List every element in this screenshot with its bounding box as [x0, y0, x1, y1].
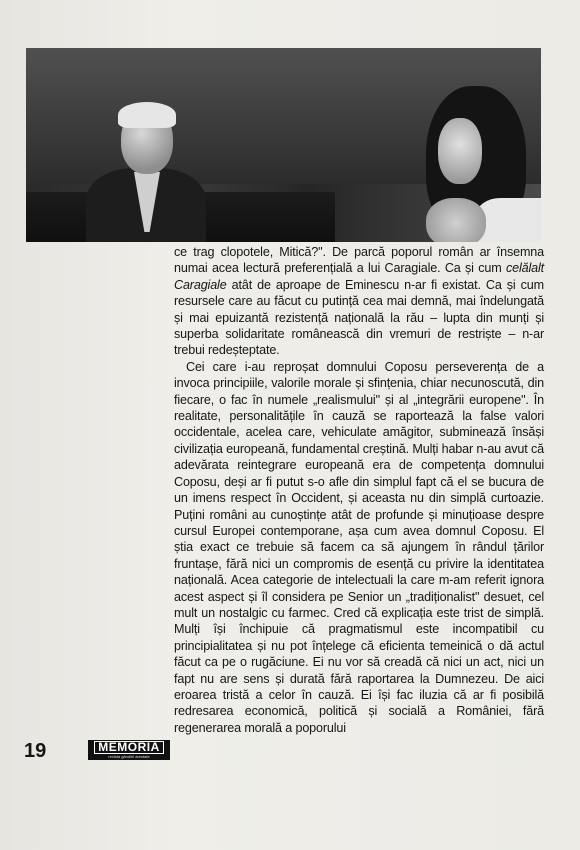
page-number: 19	[24, 740, 47, 762]
article-paragraph: ce trag clopotele, Mitică?". De parcă poporul român ar însemna numai acea lectură preferențială a lui Caragiale. Ca și cum celălalt Caragiale atât de aproape de Eminescu n-ar fi existat. Ca și cum resursele care au făcut cu putință cea mai demnă, mai îndelungată și mai epuizantă rezistență națională la rău – lupta din munți și superba solidaritate românească din vremuri de restriște – n-ar trebui redeșteptate.	[174, 245, 544, 358]
magazine-logo	[88, 740, 170, 760]
logo-text: MEMORIA	[94, 741, 164, 754]
article-photo	[26, 48, 541, 242]
logo-tagline: revista gândirii arestate	[108, 754, 150, 759]
bleed-through-ghost-text	[22, 242, 172, 702]
bleed-through-text	[360, 0, 580, 50]
article-paragraph: Cei care i-au reproșat domnului Coposu perseverența de a invoca principiile, valorile morale și sfințenia, chiar necunoscută, din fiecare, o fac în numele „realismului" și al „integrării europene". În realitate, personalitățile în cauză se raportează la false valori occidentale, acelea care, vehiculate amăgitor, subminează însăși civilizația europeană, fundamental creștină. Mulți habar n-au avut că adevărata reintegrare europeană era de competența domnului Coposu, deși ar fi putut s-o afle din simplul fapt că el se bucura de un imens respect în Occident, și aceasta nu din simplă curtoazie. Puțini români au cunoștințe atât de profunde și minuțioase despre cursul Europei contemporane, așa cum avea domnul Coposu. El știa exact ce trebuie să facem ca să ajungem în rândul țărilor fruntașe, fără nici un compromis de esență cu privire la identitatea națională. Acea categorie de intelectuali la care m-am referit ignora acest aspect și îl considera pe Senior un „tradiționalist" desuet, cel mult un nostalgic cu farmec. Cred că explicația este trist de simplă. Mulți își închipuie că pragmatismul este incompatibil cu principialitatea și nu pot înțelege că eficienta temeinică o dă actul făcut ca pe o rugăciune. Ei nu vor să creadă că nici un act, nici un fapt nu are sens și durată fără raportarea la Dumnezeu. De aici eroarea tristă a celor în cauză. Ei își fac iluzia că ar fi posibilă redresarea economică, politică și socială a României, fără regenerarea morală a poporului	[174, 359, 544, 735]
article-body	[174, 244, 544, 736]
